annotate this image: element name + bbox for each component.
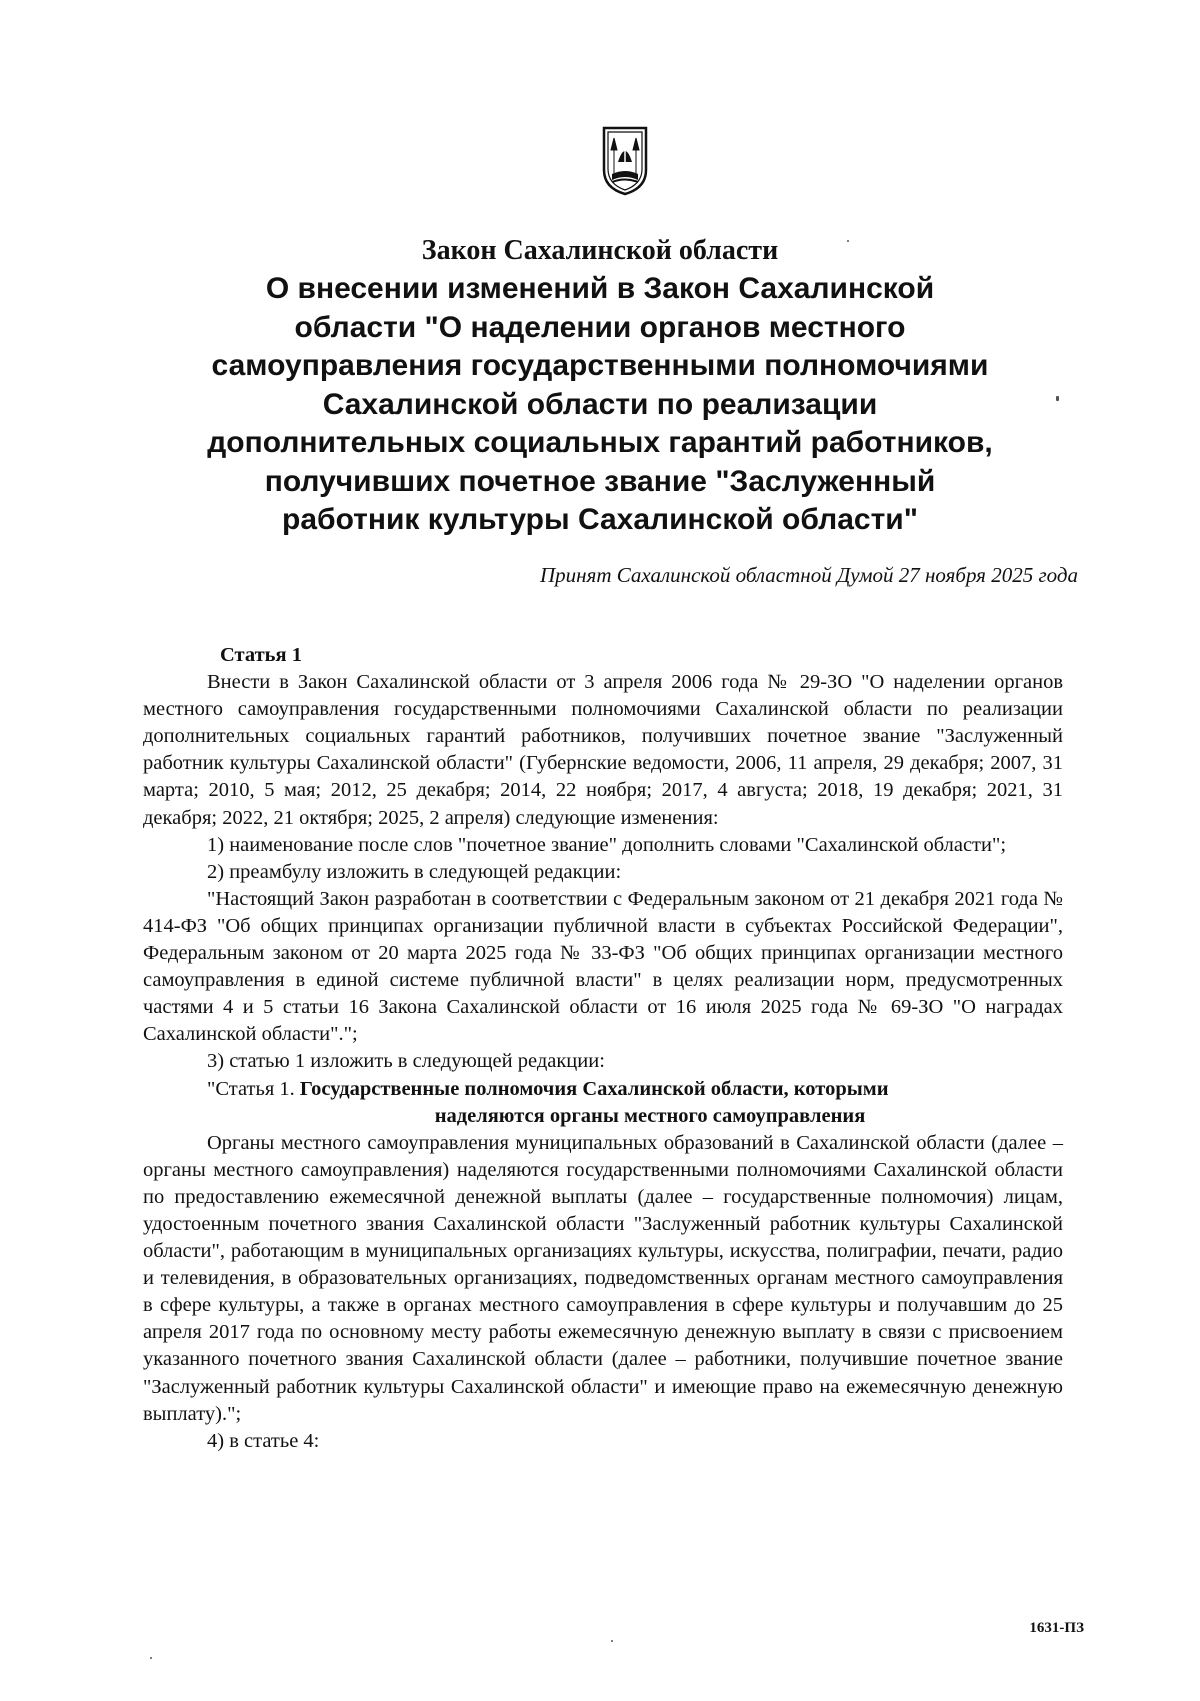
adoption-note: Принят Сахалинской областной Думой 27 ноября 2025 года [539, 563, 1078, 587]
article-intro: Внести в Закон Сахалинской области от 3 апреля 2006 года № 29-ЗО "О наделении органов местного самоуправления государственными полномочиями Сахалинской области по реализации дополнительных социальных гарантий работников, получивших почетное звание "Заслуженный работник культуры Сахалинской области" (Губернские ведомости, 2006, 11 апреля, 29 декабря; 2007, 31 марта; 2010, 5 мая; 2012, 25 декабря; 2014, 22 ноября; 2017, 4 августа; 2018, 19 декабря; 2021, 31 декабря; 2022, 21 октября; 2025, 2 апреля) следующие изменения: [143, 671, 1063, 829]
law-title-line: самоуправления государственными полномочиями [211, 349, 989, 382]
law-title-line: получивших почетное звание "Заслуженный [264, 464, 936, 498]
coat-of-arms-icon [600, 122, 650, 196]
article-heading: Статья 1 [220, 644, 302, 666]
law-title-line: дополнительных социальных гарантий работников, [207, 426, 993, 459]
law-title-line: О внесении изменений в Закон Сахалинской [265, 272, 935, 305]
new-article-title-1: Государственные полномочия Сахалинской области, которыми [299, 1077, 889, 1100]
law-title-line: работник культуры Сахалинской области" [282, 503, 918, 536]
amendment-item-2: 2) преамбулу изложить в следующей редакции: [207, 860, 622, 883]
preamble-text: "Настоящий Закон разработан в соответствии с Федеральным законом от 21 декабря 2021 года № 414-ФЗ "Об общих принципах организации публичной власти в субъектах Российской Федерации", Федеральным законом от 20 марта 2025 года № 33-ФЗ "Об общих принципах организации местного самоуправления в единой системе публичной власти" в целях реализации норм, предусмотренных частями 4 и 5 статьи 16 Закона Сахалинской области от 16 июля 2025 года № 69-ЗО "О наградах Сахалинской области"."; [143, 887, 1063, 1046]
new-article-title-2: наделяются органы местного самоуправления [434, 1104, 866, 1127]
new-article-heading [143, 1076, 1063, 1130]
new-article-prefix: "Статья 1. [207, 1077, 300, 1100]
amendment-item-3: 3) статью 1 изложить в следующей редакции: [207, 1050, 605, 1073]
scan-speck [611, 1640, 613, 1642]
scan-speck [150, 1657, 152, 1659]
scan-speck [847, 240, 849, 242]
amendment-item-1: 1) наименование после слов "почетное звание" дополнить словами "Сахалинской области"; [207, 833, 1007, 856]
document-code: 1631-ПЗ [1029, 1620, 1084, 1636]
law-title-line: Сахалинской области по реализации [322, 387, 878, 421]
law-title-line: области "О наделении органов местного [294, 310, 906, 344]
law-body [143, 642, 1063, 1455]
amendment-item-4: 4) в статье 4: [207, 1429, 320, 1452]
new-article-text: Органы местного самоуправления муниципальных образований в Сахалинской области (далее – органы местного самоуправления) наделяются государственными полномочиями Сахалинской области по предоставлению ежемесячной денежной выплаты (далее – государственные полномочия) лицам, удостоенным почетного звания Сахалинской области "Заслуженный работник культуры Сахалинской области", работающим в муниципальных организациях культуры, искусства, полиграфии, печати, радио и телевидения, в образовательных организациях, подведомственных органам местного самоуправления в сфере культуры, а также в органах местного самоуправления в сфере культуры и получавшим до 25 апреля 2017 года по основному месту работы ежемесячную денежную выплату в связи с присвоением указанного почетного звания Сахалинской области (далее – работники, получившие почетное звание "Заслуженный работник культуры Сахалинской области" и имеющие право на ежемесячную денежную выплату)."; [143, 1131, 1063, 1425]
title-block [140, 232, 1060, 540]
scan-speck [1056, 396, 1059, 401]
law-label: Закон Сахалинской области [421, 235, 779, 266]
